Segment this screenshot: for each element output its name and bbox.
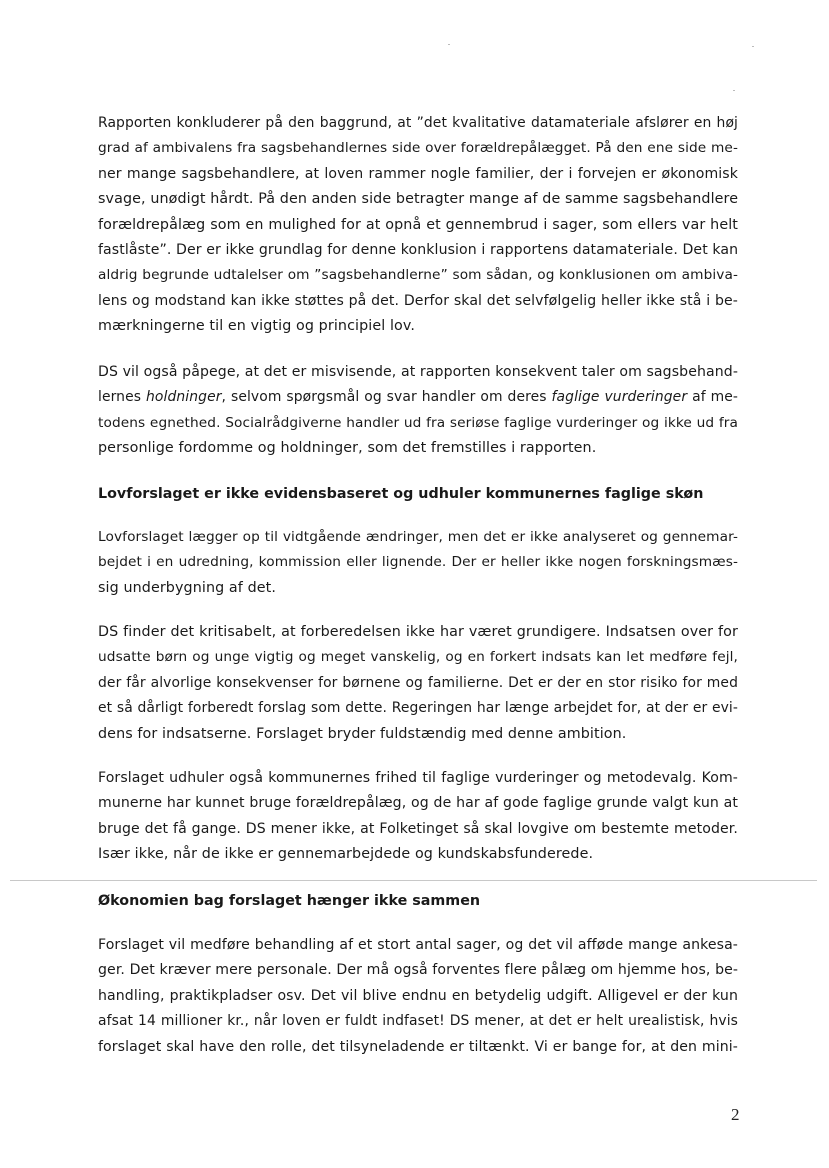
paragraph-municipal-freedom <box>98 766 738 868</box>
paragraph-no-analysis <box>98 525 738 601</box>
text-line: sig underbygning af det. <box>98 579 276 596</box>
text-line: et så dårligt forberedt forslag som dette. Regeringen har længe arbejdet for, at der er evi- <box>98 700 738 717</box>
text-line: DS vil også påpege, at det er misvisende, at rapporten konsekvent taler om sagsbehand- <box>98 364 738 380</box>
paragraph-criticism <box>98 620 738 747</box>
paragraph-conclusion <box>98 111 738 340</box>
text-line: forældrepålæg som en mulighed for at opnå et gennembrud i sager, som ellers var helt <box>98 216 738 233</box>
text-line: bruge det få gange. DS mener ikke, at Folketinget så skal lovgive om bestemte metoder. <box>98 820 738 837</box>
paragraph-economy <box>98 933 738 1060</box>
paragraph-misleading <box>98 360 738 462</box>
text-line: Især ikke, når de ikke er gennemarbejdede og kundskabsfunderede. <box>98 846 594 863</box>
text-line: handling, praktikpladser osv. Det vil blive endnu en betydelig udgift. Alligevel er der kun <box>98 987 738 1004</box>
page-number: 2 <box>731 1105 740 1124</box>
text-line: der får alvorlige konsekvenser for børnene og familierne. Det er der en stor risiko for med <box>98 674 738 691</box>
text-line: dens for indsatserne. Forslaget bryder fuldstændig med denne ambition. <box>98 725 627 742</box>
scan-speck <box>752 46 754 47</box>
section-heading-evidence: Lovforslaget er ikke evidensbaseret og udhuler kommunernes faglige skøn <box>98 486 704 502</box>
text-line-with-emphasis <box>98 385 738 410</box>
text-run: , selvom spørgsmål og svar handler om deres <box>221 389 552 406</box>
text-line: afsat 14 millioner kr., når loven er fuldt indfaset! DS mener, at det er helt urealistisk, hvis <box>98 1013 738 1030</box>
scan-speck <box>733 90 735 91</box>
text-line: ger. Det kræver mere personale. Der må også forventes flere pålæg om hjemme hos, be- <box>98 962 739 979</box>
text-line: Rapporten konkluderer på den baggrund, at ”det kvalitative datamateriale afslører en høj <box>98 115 738 131</box>
text-line: grad af ambivalens fra sagsbehandlernes side over forældrepålægget. På den ene side me- <box>98 140 738 157</box>
text-line: munerne har kunnet bruge forældrepålæg, og de har af gode faglige grunde valgt kun at <box>98 795 738 812</box>
text-run: af me- <box>687 389 739 406</box>
text-line: mærkningerne til en vigtig og principiel lov. <box>98 318 415 335</box>
text-line: svage, unødigt hårdt. På den anden side betragter mange af de samme sagsbehandlere <box>98 191 739 208</box>
text-line: ner mange sagsbehandlere, at loven rammer nogle familier, der i forvejen er økonomisk <box>98 165 738 182</box>
text-line: bejdet i en udredning, kommission eller lignende. Der er heller ikke nogen forskningsmæs- <box>98 554 738 571</box>
text-line: Forslaget udhuler også kommunernes frihed til faglige vurderinger og metodevalg. Kom- <box>98 770 738 786</box>
text-line: personlige fordomme og holdninger, som det fremstilles i rapporten. <box>98 440 597 457</box>
text-line: DS finder det kritisabelt, at forberedelsen ikke har været grundigere. Indsatsen over for <box>98 624 738 640</box>
text-line: Forslaget vil medføre behandling af et stort antal sager, og det vil afføde mange ankesa- <box>98 937 738 953</box>
text-line: udsatte børn og unge vigtig og meget vanskelig, og en forkert indsats kan let medføre fejl, <box>98 649 738 666</box>
scan-speck <box>448 44 450 45</box>
text-line: fastlåste”. Der er ikke grundlag for denne konklusion i rapportens datamateriale. Det kan <box>98 242 739 259</box>
emphasis-holdninger: holdninger <box>146 389 222 406</box>
text-line: todens egnethed. Socialrådgiverne handler ud fra seriøse faglige vurderinger og ikke ud fra <box>98 414 738 431</box>
text-line: Lovforslaget lægger op til vidtgående ændringer, men det er ikke analyseret og gennemar- <box>98 529 738 545</box>
emphasis-faglige-vurderinger: faglige vurderinger <box>551 389 688 406</box>
text-line: aldrig begrunde udtalelser om ”sagsbehandlerne” som sådan, og konklusionen om ambiva- <box>98 267 738 284</box>
text-line: lens og modstand kan ikke støttes på det. Derfor skal det selvfølgelig heller ikke stå i be- <box>98 292 738 309</box>
text-line: forslaget skal have den rolle, det tilsyneladende er tiltænkt. Vi er bange for, at den mini- <box>98 1038 738 1055</box>
horizontal-rule <box>10 880 817 881</box>
text-run: lernes <box>98 389 146 406</box>
section-heading-economy: Økonomien bag forslaget hænger ikke sammen <box>98 893 481 909</box>
